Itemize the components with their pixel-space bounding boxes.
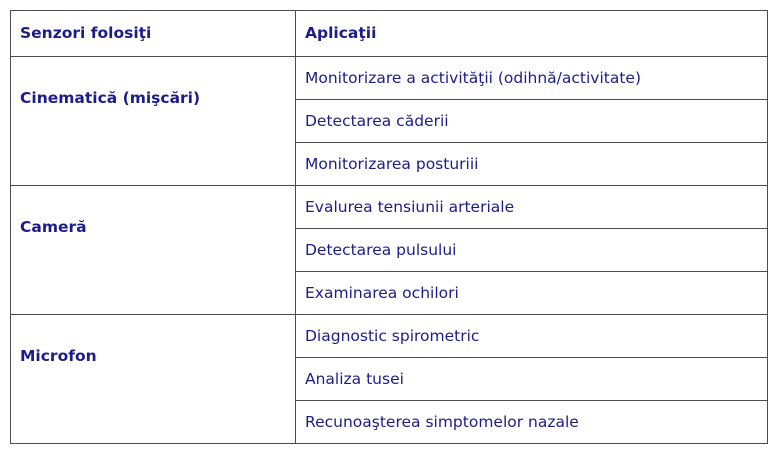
application-cell: Diagnostic spirometric [296, 315, 768, 358]
sensor-cell-microphone: Microfon [11, 315, 296, 444]
sensors-applications-table [10, 10, 768, 444]
header-sensors: Senzori folosiţi [11, 11, 296, 57]
application-cell: Detectarea pulsului [296, 229, 768, 272]
sensor-cell-kinematic: Cinematică (mişcări) [11, 57, 296, 186]
table-row [11, 315, 768, 358]
header-applications: Aplicaţii [296, 11, 768, 57]
table-row [11, 57, 768, 100]
application-cell: Evalurea tensiunii arteriale [296, 186, 768, 229]
application-cell: Recunoaşterea simptomelor nazale [296, 401, 768, 444]
application-cell: Monitorizare a activităţii (odihnă/activitate) [296, 57, 768, 100]
application-cell: Analiza tusei [296, 358, 768, 401]
table-header-row [11, 11, 768, 57]
application-cell: Examinarea ochilori [296, 272, 768, 315]
table-row [11, 186, 768, 229]
application-cell: Detectarea căderii [296, 100, 768, 143]
sensor-cell-camera: Cameră [11, 186, 296, 315]
application-cell: Monitorizarea posturiii [296, 143, 768, 186]
